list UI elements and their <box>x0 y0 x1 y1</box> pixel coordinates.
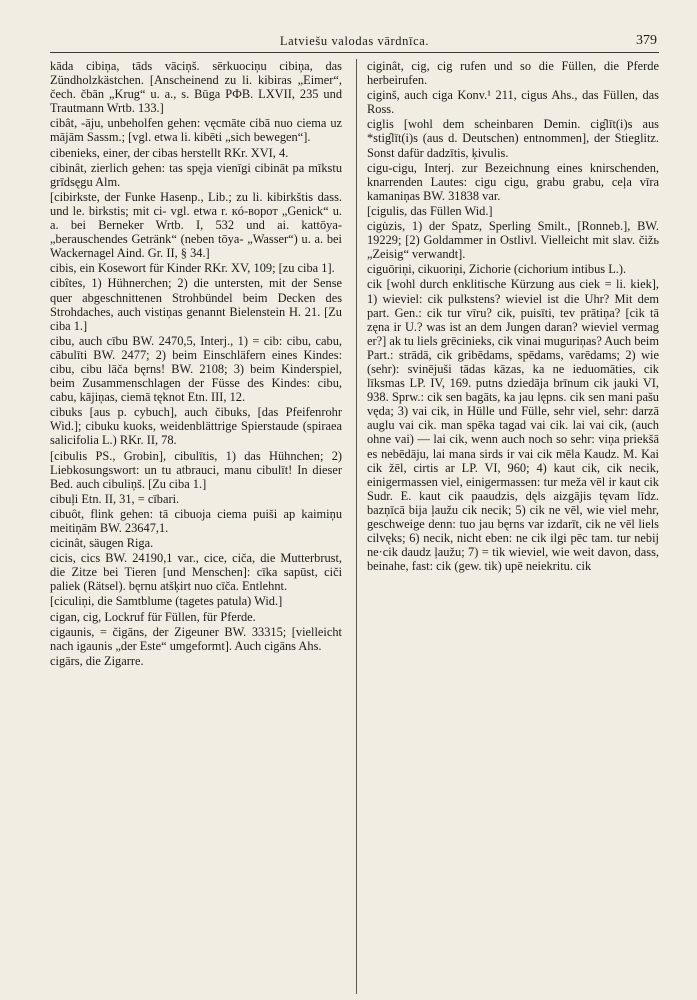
dictionary-entry: [cibulis PS., Grobin], cibulītis, 1) das Hühnchen; 2) Liebkosungswort: un tu atbrauci, manu cibulīt! In dieser Bed. auch cibuliņš. [Zu ciba 1.] <box>50 448 343 491</box>
dictionary-entry: cibis, ein Kosewort für Kinder RKr. XV, 109; [zu ciba 1]. <box>50 261 335 276</box>
column-divider <box>356 59 357 994</box>
dictionary-entry: ciginât, cig, cig rufen und so die Füllen, die Pferde herbeirufen. <box>366 59 659 88</box>
dictionary-entry: cik [wohl durch enklitische Kürzung aus ciek = li. kiek], 1) wieviel: cik pulkstens? wieviel ist die Uhr? Mit dem part. Gen.: cik tur vīru? cik, puisīti, tev prātiņa? [cik tā zęna ir U.? was ist an dem Jungen daran? wieviel vermag er?] ak tu liels grēcinieks, cik vinai muguriņas? Auch beim Part.: strādā, cik gribēdams, spēdams, varēdams; 2) wie (sehr): svinējuši tādas kāzas, ka ne ieduomāties, cik līksmas LP. IV, 169. putns dziedāja brīnum cik jauki VI, 938. Sprw.: cik sen bagāts, ka jau lępns. cik sen mani pašu vęda; 3) vai cik, in Hülle und Fülle, sehr viel, sehr: darzā auglu vai cik. man spēka tagad vai cik. lai vai cik, (auch ohne vai) — lai cik, wenn auch noch so sehr: viņa priekšā es nebēdāju, lai mana sirds ir vai cik mēla Kaudz. M. Kai cik žēl, cirtis ar LP. VI, 960; 4) kaut cik, cik necik, einigermassen viel, einigermassen: tur meža vēl ir kaut cik Sudr. E. kaut cik paaudzis, dęls aizgājis tęvam līdz. bazņīcā bija ļaužu cik necik; 5) cik ne vēl, wie viel mehr, geschweige denn: tuo jau bęrns var izdarīt, cik ne vēl liels cilvęks; 6) necik, nicht eben: ne cik ilgi pēc tam. tur nebij ne·cik daudz ļaužu; 7) = tik wieviel, wie weit davon, dass, beinahe, fast: cik (gew. tik) upē neiekritu. cik <box>366 277 659 574</box>
right-column <box>367 59 659 999</box>
page-header <box>50 34 659 53</box>
dictionary-entry: cigaunis, = čigāns, der Zigeuner BW. 33315; [vielleicht nach igaunis „der Este“ umgeformt]. Auch cigāns Ahs. <box>50 624 343 653</box>
dictionary-entry: ciginš, auch ciga Konv.¹ 211, cigus Ahs., das Füllen, das Ross. <box>366 88 659 117</box>
running-title: Latviešu valodas vārdnīca. <box>279 34 430 48</box>
dictionary-entry: cibuļi Etn. II, 31, = cībari. <box>50 491 180 506</box>
left-column <box>50 59 350 999</box>
dictionary-entry: [cigulis, das Füllen Wid.] <box>366 203 493 218</box>
page-number: 379 <box>636 33 657 48</box>
dictionary-entry: cigārs, die Zigarre. <box>50 653 144 668</box>
dictionary-entry: cibinât, zierlich gehen: tas spęja vienīgi cibināt pa mīkstu grīdsęgu Alm. <box>50 160 343 189</box>
dictionary-entry: cigu-cigu, Interj. zur Bezeichnung eines knirschenden, knarrenden Lautes: cigu cigu, grabu grabu, ceļa vīra kamaniņas BW. 31838 var. <box>366 160 659 203</box>
dictionary-entry: cibu, auch cību BW. 2470,5, Interj., 1) = cib: cibu, cabu, cābulīti BW. 2477; 2) beim Einschläfern eines Kindes: cibu, cibu lāča bęrns! BW. 2108; 3) beim Kinderspiel, beim Zusammenschlagen der Füsse des Kindes: cibu, cabu, kājiņas, ciemā tęknot Etn. III, 12. <box>50 333 343 405</box>
dictionary-entry: [cibirkste, der Funke Hasenp., Lib.; zu li. kibirkštis dass. und le. birkstis; mit ci- vgl. etwa r. кó-ворот „Genick“ u. a. bei Berneker Wrtb. I, 532 und ai. kattōya- „berauschendes Getränk“ (neben tōya- „Wasser“) u. a. bei Wackernagel Aind. Gr. II, § 34.] <box>50 189 343 261</box>
dictionary-entry: [ciculiņi, die Samtblume (tagetes patula) Wid.] <box>50 594 283 609</box>
dictionary-entry: kāda cibiņa, tāds vāciņš. sērkuociņu cibiņa, das Zündholzkästchen. [Anscheinend zu li. kibiras „Eimer“, čech. čbān „Krug“ u. a., s. Būga PФB. LXVII, 235 und Trautmann Wrtb. 133.] <box>50 59 343 116</box>
dictionary-entry: ciglis [wohl dem scheinbaren Demin. cig̑līt(i)s aus *stig̑līt(i)s (aus d. Deutschen) entnommen], der Stieglitz. Sonst dafür dadzītis, ķivulis. <box>366 117 659 160</box>
dictionary-entry: cigu̇zis, 1) der Spatz, Sperling Smilt., [Ronneb.], BW. 19229; [2) Goldammer in Ostlivl. Vielleicht mit slav. čižь „Zeisig“ verwandt]. <box>366 219 659 262</box>
dictionary-entry: cicis, cics BW. 24190,1 var., cice, ciča, die Mutterbrust, die Zitze bei Tieren [und Menschen]: cīka sapūst, ciči paliek (Rätsel). bęrnu atšķirt nuo cīča. Entlehnt. <box>50 551 343 594</box>
dictionary-entry: cibîtes, 1) Hühnerchen; 2) die untersten, mit der Sense quer abgeschnittenen Strohbündel beim Decken des Strohdaches, auch vistiņas genannt Bielenstein H. 21. [Zu ciba 1.] <box>50 276 343 333</box>
two-column-body <box>50 59 659 999</box>
dictionary-entry: cibuôt, flink gehen: tā cibuoja ciema puiši ap kaimiņu meitiņām BW. 23647,1. <box>50 506 343 535</box>
dictionary-entry: cigan, cig, Lockruf für Füllen, für Pferde. <box>50 609 256 624</box>
dictionary-entry: cibenieks, einer, der cibas herstellt RKr. XVI, 4. <box>50 145 289 160</box>
dictionary-entry: cibât, -āju, unbeholfen gehen: vęcmāte cibā nuo ciema uz mājām Sassm.; [vgl. etwa li. kibēti „sich bewegen“]. <box>50 116 343 145</box>
dictionary-entry: cibuks [aus p. cybuch], auch čibuks, [das Pfeifenrohr Wid.]; cibuku kuoks, weidenblättrige Spierstaude (spiraea salicifolia L.) RKr. II, 78. <box>50 405 343 448</box>
dictionary-entry: ciguōriņi, cikuoriņi, Zichorie (cichorium intibus L.). <box>366 262 627 277</box>
dictionary-entry: cicinât, säugen Riga. <box>50 536 154 551</box>
